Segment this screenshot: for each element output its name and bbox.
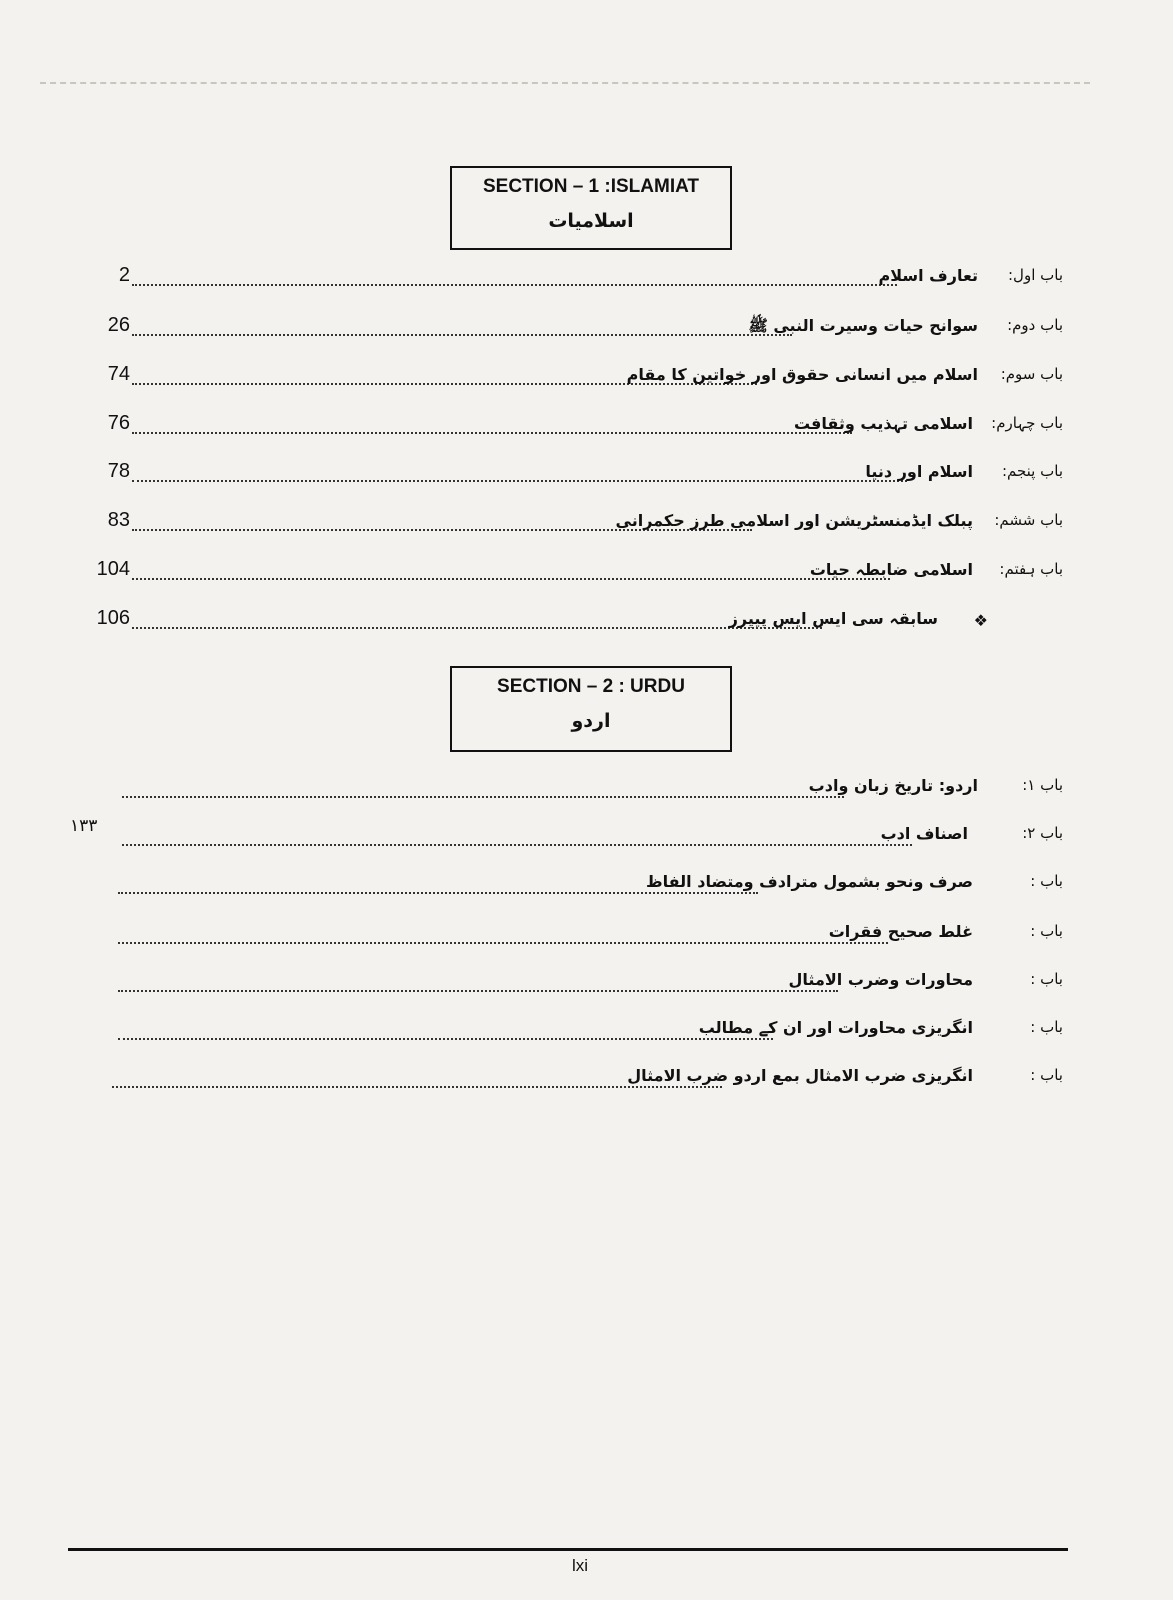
chapter-title: اسلام اور دنیا — [865, 462, 973, 481]
diamond-bullet-icon: ❖ — [973, 611, 988, 630]
toc-row[interactable] — [0, 262, 1173, 302]
footer-rule — [68, 1548, 1068, 1551]
chapter-label: باب چہارم: — [991, 414, 1063, 432]
section-1-header — [450, 166, 732, 250]
chapter-label: باب پنجم: — [1001, 462, 1063, 480]
page-number: 26 — [107, 314, 130, 336]
dot-leader — [118, 1038, 773, 1040]
chapter-label: باب : — [1030, 872, 1063, 890]
chapter-title: غلط صحیح فقرات — [828, 922, 973, 941]
chapter-label: باب : — [1030, 1066, 1063, 1084]
page-number: 2 — [118, 264, 130, 286]
dot-leader — [122, 796, 844, 798]
chapter-label: باب : — [1030, 1018, 1063, 1036]
dot-leader — [132, 480, 907, 482]
dot-leader — [118, 892, 758, 894]
chapter-title: سوانح حیات وسیرت النبی ﷺ — [748, 316, 978, 335]
dot-leader — [112, 1086, 722, 1088]
toc-row[interactable] — [0, 868, 1173, 908]
chapter-title: اسلامی ضابطہ حیات — [809, 560, 973, 579]
toc-row[interactable] — [0, 507, 1173, 547]
page-number: 104 — [96, 558, 130, 580]
chapter-title: اصناف ادب — [880, 824, 968, 843]
section-1-title: SECTION – 1 :ISLAMIAT — [482, 176, 700, 197]
page-number: 78 — [107, 460, 130, 482]
chapter-label: باب سوم: — [1000, 365, 1063, 383]
chapter-title: سابقہ سی ایس ایس پیپرز — [728, 609, 938, 628]
chapter-label: باب : — [1030, 970, 1063, 988]
toc-row[interactable] — [0, 772, 1173, 812]
page-number: ۱۳۳ — [70, 816, 98, 835]
toc-row[interactable] — [0, 556, 1173, 596]
toc-row[interactable] — [0, 966, 1173, 1006]
chapter-title: انگریزی محاورات اور ان کے مطالب — [698, 1018, 973, 1037]
toc-row[interactable] — [0, 361, 1173, 401]
dot-leader — [118, 990, 838, 992]
toc-row[interactable] — [0, 816, 1173, 860]
chapter-label: باب ہفتم: — [999, 560, 1063, 578]
chapter-title: محاورات وضرب الامثال — [788, 970, 973, 989]
page-number: 74 — [107, 363, 130, 385]
toc-row[interactable] — [0, 410, 1173, 450]
chapter-title: تعارف اسلام — [878, 266, 978, 285]
top-divider — [40, 82, 1090, 84]
dot-leader — [132, 578, 890, 580]
chapter-title: اسلام میں انسانی حقوق اور خواتین کا مقام — [626, 365, 978, 384]
dot-leader — [132, 432, 852, 434]
dot-leader — [132, 627, 822, 629]
toc-row[interactable] — [0, 1014, 1173, 1054]
section-2-title: SECTION – 2 : URDU — [497, 676, 685, 697]
page-number: 76 — [107, 412, 130, 434]
chapter-title: صرف ونحو بشمول مترادف ومتضاد الفاظ — [646, 872, 973, 891]
dot-leader — [122, 844, 912, 846]
chapter-title: اردو: تاریخ زبان وادب — [808, 776, 978, 795]
chapter-label: باب : — [1030, 922, 1063, 940]
chapter-label: باب ۲: — [1022, 824, 1063, 842]
dot-leader — [118, 942, 888, 944]
toc-row[interactable] — [0, 918, 1173, 958]
chapter-label: باب اول: — [1008, 266, 1063, 284]
chapter-label: باب دوم: — [1007, 316, 1063, 334]
section-1-urdu-title: اسلامیات — [548, 210, 634, 232]
dot-leader — [132, 334, 792, 336]
footer-page-number: lxi — [571, 1556, 589, 1575]
chapter-label: باب ۱: — [1022, 776, 1063, 794]
page-number: 83 — [107, 509, 130, 531]
dot-leader — [132, 284, 897, 286]
chapter-title: اسلامی تہذیب وثقافت — [793, 414, 973, 433]
chapter-title: پبلک ایڈمنسٹریشن اور اسلامی طرز حکمرانی — [615, 511, 973, 530]
page-number: 106 — [96, 607, 130, 629]
toc-row[interactable] — [0, 1062, 1173, 1102]
toc-row[interactable] — [0, 312, 1173, 352]
chapter-title: انگریزی ضرب الامثال بمع اردو ضرب الامثال — [627, 1066, 973, 1085]
section-2-urdu-title: اردو — [571, 710, 611, 732]
chapter-label: باب ششم: — [994, 511, 1063, 529]
toc-row[interactable] — [0, 458, 1173, 498]
toc-row[interactable] — [0, 605, 1173, 645]
section-2-header — [450, 666, 732, 752]
